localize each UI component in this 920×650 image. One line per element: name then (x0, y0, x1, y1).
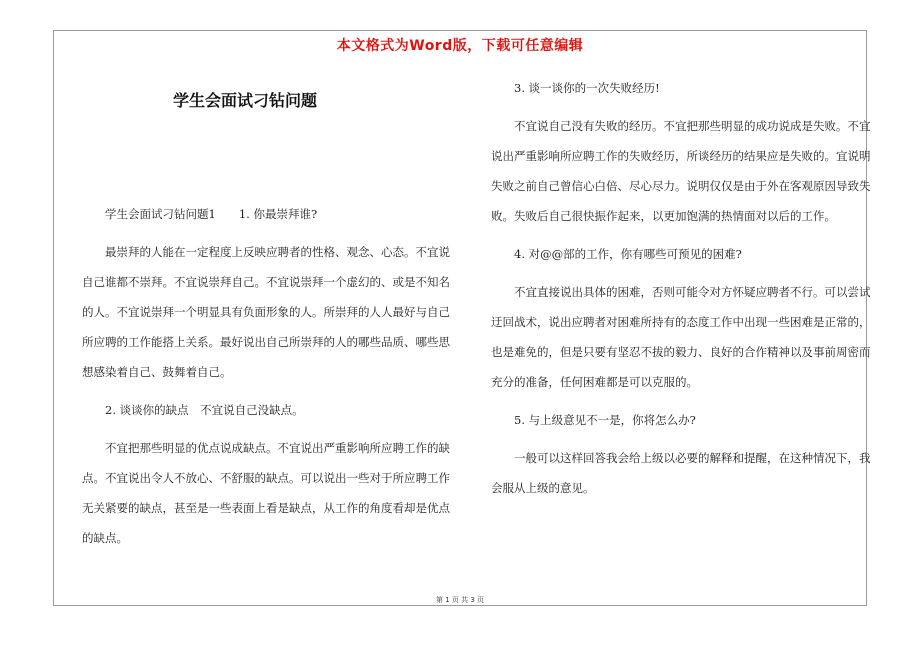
word-version-banner: 本文格式为Word版，下载可任意编辑 (336, 38, 584, 54)
answer-2-paragraph: 不宜把那些明显的优点说成缺点。不宜说出严重影响所应聘工作的缺点。不宜说出令人不放心、不舒服的缺点。可以说出一些对于所应聘工作无关紧要的缺点，甚至是一些表面上看是缺点，从工作的角度看却是优点的缺点。 (82, 441, 450, 545)
page-number-footer: 第 1 页 共 3 页 (435, 596, 485, 604)
answer-1-paragraph: 最崇拜的人能在一定程度上反映应聘者的性格、观念、心态。不宜说自己谁都不崇拜。不宜说崇拜自己。不宜说崇拜一个虚幻的、或是不知名的人。不宜说崇拜一个明显具有负面形象的人。所崇拜的人人最好与自己所应聘的工作能搭上关系。最好说出自己所崇拜的人的哪些品质、哪些思想感染着自己、鼓舞着自己。 (82, 245, 450, 379)
question-5-heading: 5. 与上级意见不一是，你将怎么办? (514, 413, 696, 427)
answer-5-paragraph: 一般可以这样回答我会给上级以必要的解释和提醒，在这种情况下，我会服从上级的意见。 (491, 451, 871, 495)
answer-4-paragraph: 不宜直接说出具体的困难，否则可能令对方怀疑应聘者不行。可以尝试迂回战术，说出应聘者对困难所持有的态度工作中出现一些困难是正常的，也是难免的，但是只要有坚忍不拔的毅力、良好的合作精神以及事前周密而充分的准备，任何困难都是可以克服的。 (491, 285, 871, 389)
left-column (82, 199, 454, 553)
question-4-heading: 4. 对@@部的工作，你有哪些可预见的困难? (514, 247, 742, 261)
question-1-heading: 学生会面试刁钻问题1 1. 你最崇拜谁? (105, 207, 318, 221)
answer-3-paragraph: 不宜说自己没有失败的经历。不宜把那些明显的成功说成是失败。不宜说出严重影响所应聘工作的失败经历，所谈经历的结果应是失败的。宜说明失败之前自己曾信心白倍、尽心尽力。说明仅仅是由于外在客观原因导致失败。失败后自己很快振作起来，以更加饱满的热情面对以后的工作。 (491, 119, 871, 223)
right-column (491, 73, 871, 503)
document-title: 学生会面试刁钻问题 (173, 91, 318, 110)
question-3-heading: 3. 谈一谈你的一次失败经历! (514, 81, 660, 95)
question-2-heading: 2. 谈谈你的缺点 不宜说自己没缺点。 (105, 403, 304, 417)
